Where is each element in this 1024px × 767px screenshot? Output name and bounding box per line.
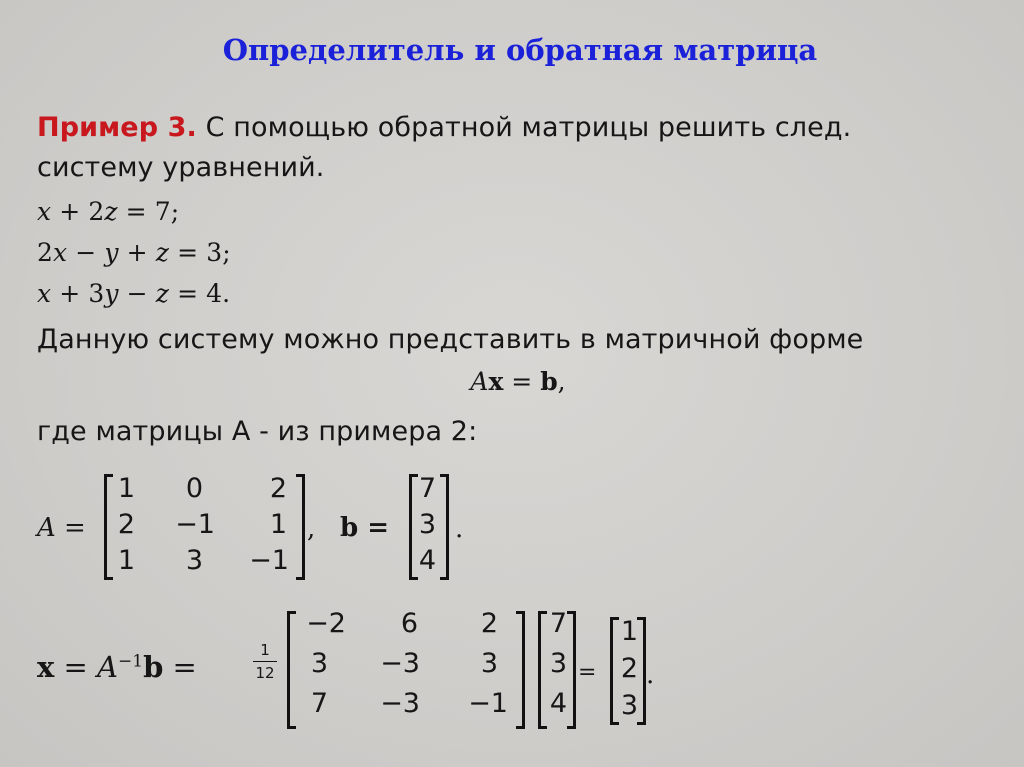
b-label: b = — [340, 513, 390, 543]
A-cell-2-1: 2 — [117, 509, 135, 540]
result-cell-1: 1 — [620, 616, 638, 647]
Ainv-cell-3-1: 7 — [310, 688, 328, 719]
where-text: где матрицы A - из примера 2: — [37, 416, 478, 447]
A-cell-3-1: 1 — [117, 545, 135, 576]
slide-title — [0, 33, 1024, 67]
equals-sign: = — [578, 660, 597, 685]
example-label: Пример 3. — [37, 112, 197, 143]
Ainv-cell-1-2: 6 — [400, 608, 418, 639]
A-cell-2-2: −1 — [175, 509, 215, 540]
Ainv-cell-3-2: −3 — [380, 688, 420, 719]
b2-cell-3: 4 — [549, 688, 567, 719]
b2-cell-1: 7 — [549, 608, 567, 639]
A-comma: , — [307, 514, 316, 544]
matrix-form-equation: Ax = b, — [470, 367, 566, 396]
vector-result — [610, 618, 646, 724]
bracket-right — [440, 474, 449, 580]
b-period: . — [455, 514, 464, 544]
bracket-right — [567, 611, 576, 729]
b-cell-2: 3 — [418, 509, 436, 540]
result-cell-3: 3 — [620, 690, 638, 721]
b-cell-1: 7 — [418, 473, 436, 504]
b-cell-3: 4 — [418, 545, 436, 576]
slide-title-text: Определитель и обратная матрица — [222, 33, 818, 67]
fraction-denominator: 12 — [255, 664, 275, 682]
A-cell-3-2: 3 — [185, 545, 203, 576]
bracket-right — [637, 617, 646, 725]
Ainv-cell-2-2: −3 — [380, 648, 420, 679]
vector-b-2 — [538, 608, 576, 728]
equation-3: x + 3y − z = 4. — [37, 279, 231, 308]
equation-2: 2x − y + z = 3; — [37, 238, 231, 267]
A-cell-2-3: 1 — [269, 509, 287, 540]
A-cell-3-3: −1 — [249, 545, 289, 576]
example-line-2: систему уравнений. — [37, 152, 325, 183]
fraction-bar — [253, 661, 277, 662]
b2-cell-2: 3 — [549, 648, 567, 679]
equation-1: x + 2z = 7; — [37, 197, 180, 226]
bracket-right — [516, 611, 525, 729]
Ainv-cell-1-3: 2 — [480, 608, 498, 639]
Ainv-cell-2-1: 3 — [310, 648, 328, 679]
matrix-A-inverse — [287, 608, 525, 728]
A-label: A = — [37, 513, 86, 543]
example-text-1: С помощью обратной матрицы решить след. — [196, 112, 852, 143]
bracket-left — [287, 611, 296, 729]
vector-b — [409, 475, 449, 579]
Ainv-cell-2-3: 3 — [480, 648, 498, 679]
A-cell-1-3: 2 — [269, 473, 287, 504]
Ainv-cell-1-1: −2 — [306, 608, 346, 639]
A-cell-1-1: 1 — [117, 473, 135, 504]
matrix-A — [104, 475, 305, 579]
A-cell-1-2: 0 — [185, 473, 203, 504]
example-line-1 — [37, 112, 851, 143]
fraction-1-12 — [253, 641, 277, 682]
Ainv-cell-3-3: −1 — [468, 688, 508, 719]
bracket-right — [296, 474, 305, 580]
final-period: . — [646, 660, 655, 690]
matrix-form-text: Данную систему можно представить в матричной форме — [37, 324, 864, 355]
result-cell-2: 2 — [620, 653, 638, 684]
x-label: $x = A^{-1}b$ = — [37, 650, 197, 684]
fraction-numerator: 1 — [260, 641, 270, 659]
